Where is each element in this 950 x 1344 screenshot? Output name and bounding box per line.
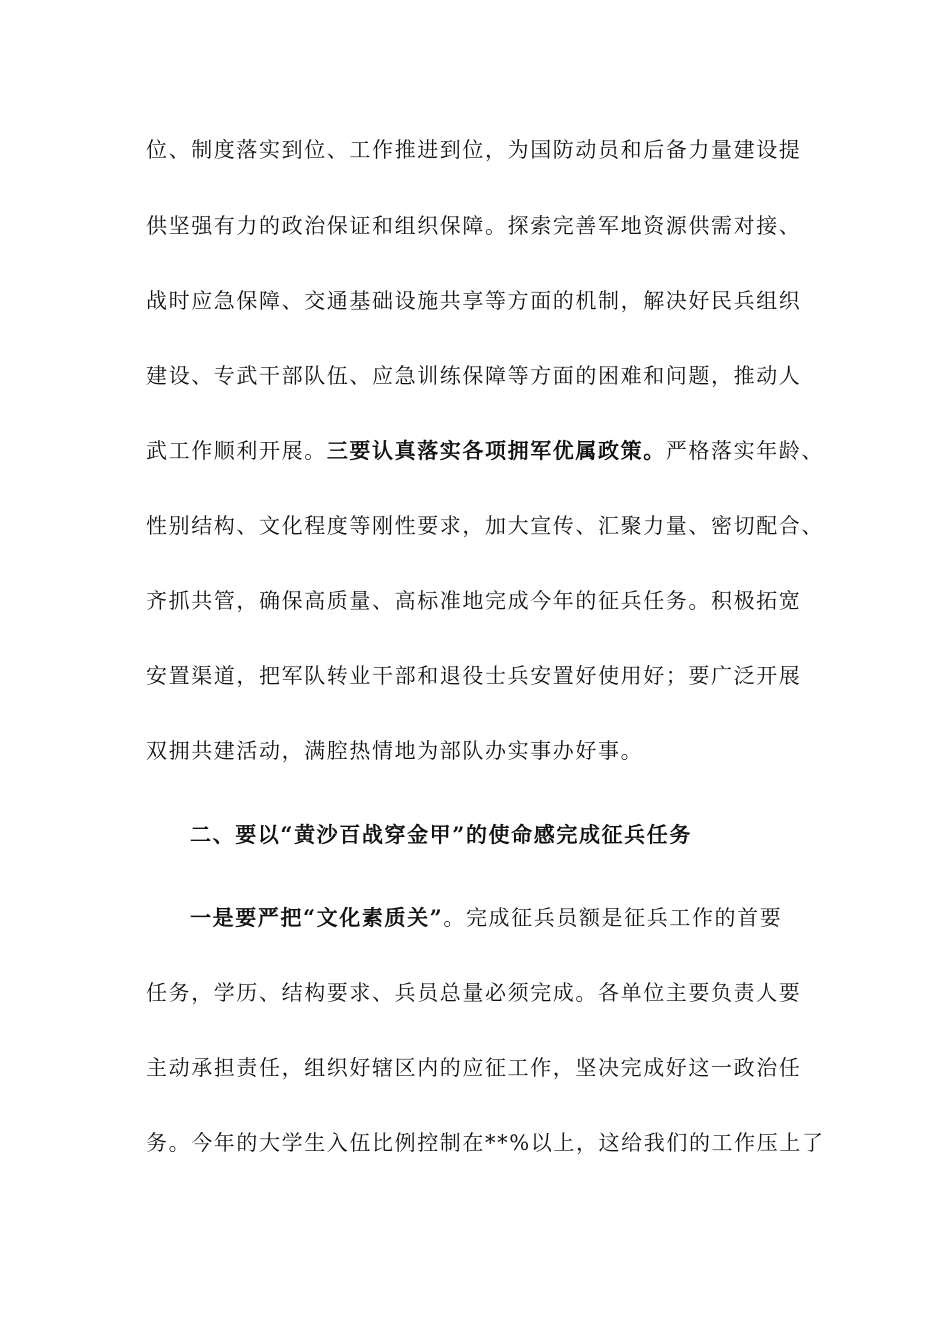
bold-text-run: 一是要严把“文化素质关” [190, 905, 444, 930]
text-run: 武工作顺利开展。 [146, 439, 327, 463]
paragraph-line: 位、制度落实到位、工作推进到位，为国防动员和后备力量建设提 [146, 138, 802, 162]
paragraph-line: 任务，学历、结构要求、兵员总量必须完成。各单位主要负责人要 [146, 981, 802, 1005]
text-run: 。完成征兵员额是征兵工作的首要 [443, 906, 783, 930]
paragraph-line: 务。今年的大学生入伍比例控制在**%以上，这给我们的工作压上了 [146, 1131, 825, 1155]
paragraph-line: 战时应急保障、交通基础设施共享等方面的机制，解决好民兵组织 [146, 289, 802, 313]
text-run: 严格落实年龄、 [665, 439, 825, 463]
section-heading: 二、要以“黄沙百战穿金甲”的使命感完成征兵任务 [190, 822, 692, 847]
paragraph-line: 供坚强有力的政治保证和组织保障。探索完善军地资源供需对接、 [146, 214, 802, 238]
paragraph-line [146, 431, 826, 471]
paragraph-line: 建设、专武干部队伍、应急训练保障等方面的困难和问题，推动人 [146, 364, 802, 388]
bold-text-run: 三要认真落实各项拥军优属政策。 [326, 438, 666, 463]
paragraph-line: 安置渠道，把军队转业干部和退役士兵安置好使用好；要广泛开展 [146, 664, 802, 688]
paragraph-line: 主动承担责任，组织好辖区内的应征工作，坚决完成好这一政治任 [146, 1056, 802, 1080]
paragraph-line: 性别结构、文化程度等刚性要求，加大宣传、汇聚力量、密切配合、 [146, 514, 824, 538]
paragraph-line [190, 898, 870, 938]
paragraph-line: 双拥共建活动，满腔热情地为部队办实事办好事。 [146, 739, 644, 763]
paragraph-line: 齐抓共管，确保高质量、高标准地完成今年的征兵任务。积极拓宽 [146, 589, 802, 613]
